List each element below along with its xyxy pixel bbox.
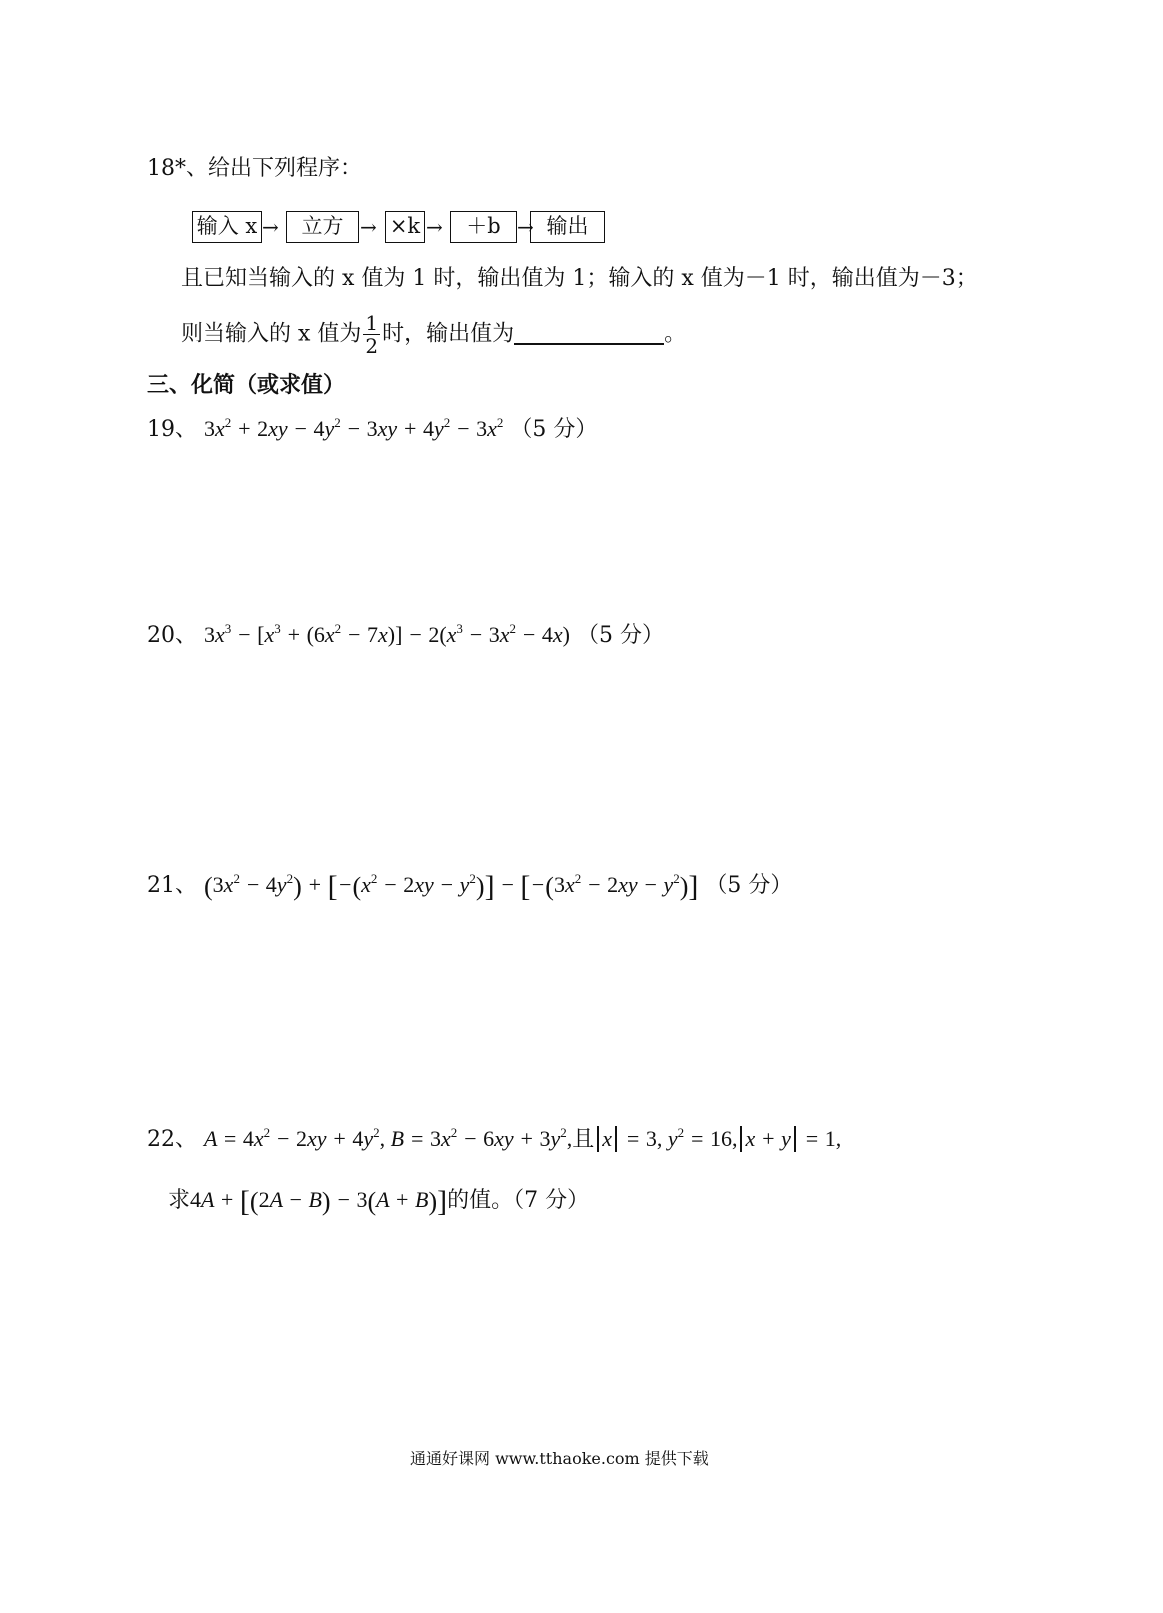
q18-question-end: 。	[664, 321, 687, 347]
q22-given-expression: $A = 4x^2 - 2xy + 4y^2$, $B = 3x^2 - 6xy + 3y^2$,且 x = 3, $y^2 = 16$, x + y = 1,	[204, 1125, 842, 1151]
q19-label: 19、	[147, 417, 197, 442]
q18-question-prefix: 则当输入的 x 值为	[181, 321, 362, 347]
q19-expression: $3x^2 + 2xy - 4y^2 - 3xy + 4y^2 - 3x^2$	[204, 415, 504, 441]
flow-box-plus-b: ＋b	[450, 211, 517, 243]
flow-arrow-2: →	[360, 215, 377, 239]
section-title: 三、化简（或求值）	[147, 372, 346, 398]
fraction-denominator: 2	[365, 334, 379, 358]
q18-heading: 18*、给出下列程序：	[147, 156, 362, 181]
flow-box-cube: 立方	[286, 211, 359, 243]
q20-line	[147, 620, 664, 651]
q20-label: 20、	[147, 623, 197, 648]
q22-target-expression: 4A + [(2A − B) − 3(A + B)]	[190, 1185, 448, 1218]
q21-label: 21、	[147, 873, 197, 898]
q18-condition-text: 且已知当输入的 x 值为 1 时，输出值为 1；输入的 x 值为－1 时，输出值为－3；	[181, 266, 978, 291]
q22-label: 22、	[147, 1127, 197, 1152]
q20-score: （5 分）	[576, 623, 664, 648]
page-footer: 通通好课网 www.tthaoke.com 提供下载	[410, 1449, 709, 1468]
q20-expression: $3x^3 - [x^3 + (6x^2 - 7x)] - 2(x^3 - 3x^2 - 4x)$	[204, 621, 570, 647]
q19-score: （5 分）	[510, 417, 598, 442]
flow-box-input: 输入 x	[192, 211, 262, 243]
q19-line	[147, 414, 597, 445]
flow-arrow-4: →	[517, 215, 534, 239]
q18-question-line	[181, 312, 686, 357]
q18-question-mid: 时，输出值为	[382, 321, 515, 347]
q21-expression: $(3x^2 - 4y^2) + [-(x^2 - 2xy - y^2)] - [-(3x^2 - 2xy - y^2)]$	[204, 870, 699, 903]
q21-line	[147, 870, 792, 902]
q22-prefix: 求	[168, 1188, 191, 1213]
q21-score: （5 分）	[705, 873, 793, 898]
q22-line-1	[147, 1124, 841, 1155]
flow-arrow-3: →	[426, 215, 443, 239]
q22-suffix: 的值。（7 分）	[447, 1188, 590, 1213]
answer-blank	[514, 321, 664, 345]
flow-box-times-k: ×k	[385, 211, 425, 243]
flow-arrow-1: →	[262, 215, 279, 239]
fraction-numerator: 1	[365, 311, 379, 335]
flow-box-output: 输出	[530, 211, 605, 243]
fraction-one-half	[363, 312, 380, 357]
q22-line-2	[168, 1185, 589, 1217]
